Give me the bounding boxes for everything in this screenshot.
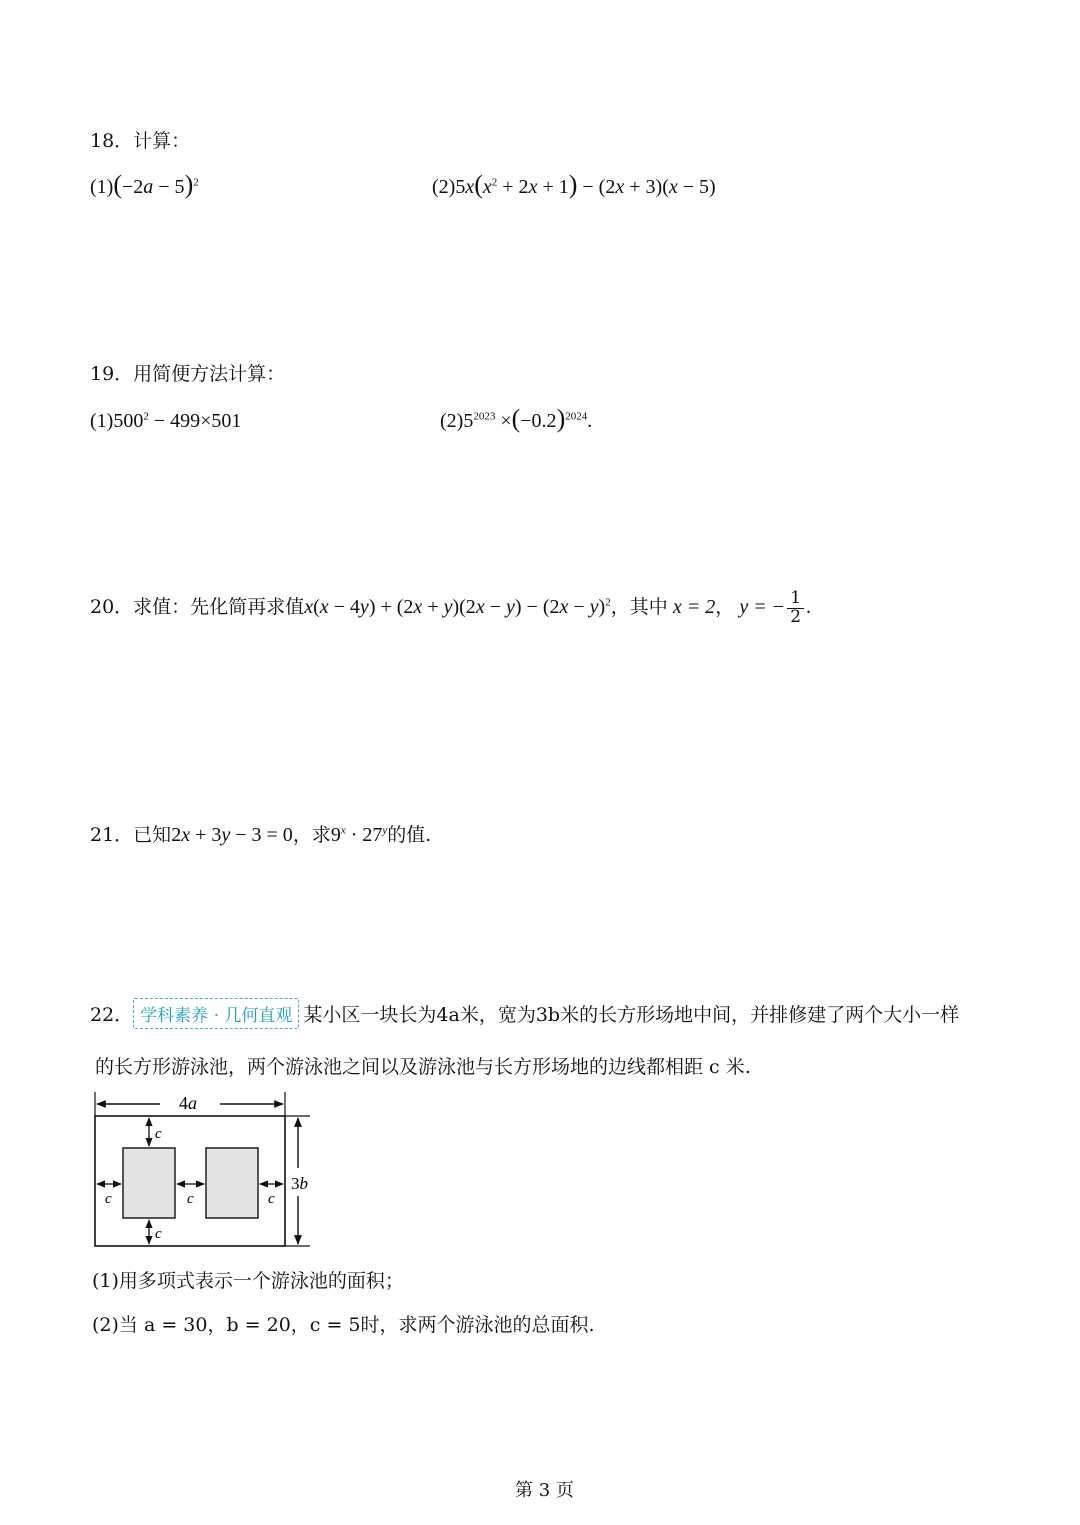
q18-part1: $(1)(-2a - 5)^2$ <box>90 170 199 199</box>
height-label: 3b <box>291 1174 308 1193</box>
gap-bottom-label: c <box>155 1226 162 1242</box>
gap-right-label: c <box>268 1191 275 1207</box>
width-label: 4a <box>179 1093 197 1113</box>
q21-line <box>90 820 431 847</box>
q22-tag: 学科素养 · 几何直观 <box>133 998 299 1029</box>
q22-line2: 的长方形游泳池，两个游泳池之间以及游泳池与长方形场地的边线都相距 c 米. <box>95 1056 751 1078</box>
pool-right <box>206 1148 258 1218</box>
q21-expression: $9^x \cdot 27^y$ <box>330 824 388 846</box>
gap-top-label: c <box>155 1126 162 1142</box>
q19-part2: $(2)5^{2023} \times(-0.2)^{2024}$. <box>440 404 593 433</box>
q20-y-label: y = − <box>739 595 786 618</box>
pool-diagram <box>88 1088 328 1254</box>
q20-frac-den: 2 <box>790 606 802 627</box>
q19-part2-label: (2) <box>440 410 464 432</box>
q21-title: 21．已知 <box>90 824 172 846</box>
q20-cond-text: ，其中 <box>610 595 668 618</box>
q22-sub2: (2)当 a = 30，b = 20，c = 5时，求两个游泳池的总面积. <box>92 1314 595 1336</box>
gap-middle-label: c <box>187 1191 194 1207</box>
q21-mid-text: ，求 <box>292 824 331 846</box>
q22-line1 <box>90 998 959 1029</box>
q20-line: 20．求值：先化简再求值$x(x - 4y) + (2x + y)(2x - y) - (2x - y)^2$，其中 x = 2， y = − $\frac{1}{2}$ . <box>90 588 812 627</box>
q20-fraction <box>787 590 804 627</box>
q19-title: 19．用简便方法计算： <box>90 363 286 385</box>
q22-sub1: (1)用多项式表示一个游泳池的面积； <box>92 1270 404 1292</box>
page-number: 第 3 页 <box>515 1480 574 1501</box>
q22-line1-text: 某小区一块长为4a米，宽为3b米的长方形场地中间，并排修建了两个大小一样 <box>303 1004 960 1026</box>
q18-title: 18．计算： <box>90 130 191 152</box>
q19-part1-label: (1) <box>90 410 114 432</box>
gap-left-label: c <box>105 1191 112 1207</box>
q20-expression: $x(x - 4y) + (2x + y)(2x - y) - (2x - y)^2$ <box>304 595 611 618</box>
q21-end-text: 的值. <box>387 824 432 846</box>
q20-title: 20．求值：先化简再求值 <box>90 595 305 618</box>
q20-x-value: x = 2 <box>672 595 716 618</box>
q18-part2-label: (2) <box>432 176 456 198</box>
q22-number: 22． <box>90 1004 134 1026</box>
pool-left <box>123 1148 175 1218</box>
q19-part1: $(1)500^2 - 499\times 501$ <box>90 410 242 432</box>
q18-part1-label: (1) <box>90 176 114 198</box>
q20-frac-num: 1 <box>787 590 804 609</box>
q18-part2: $(2)5x(x^2 + 2x + 1) - (2x + 3)(x - 5)$ <box>432 170 716 199</box>
q21-equation: 2x + 3y − 3 = 0 <box>171 824 293 846</box>
